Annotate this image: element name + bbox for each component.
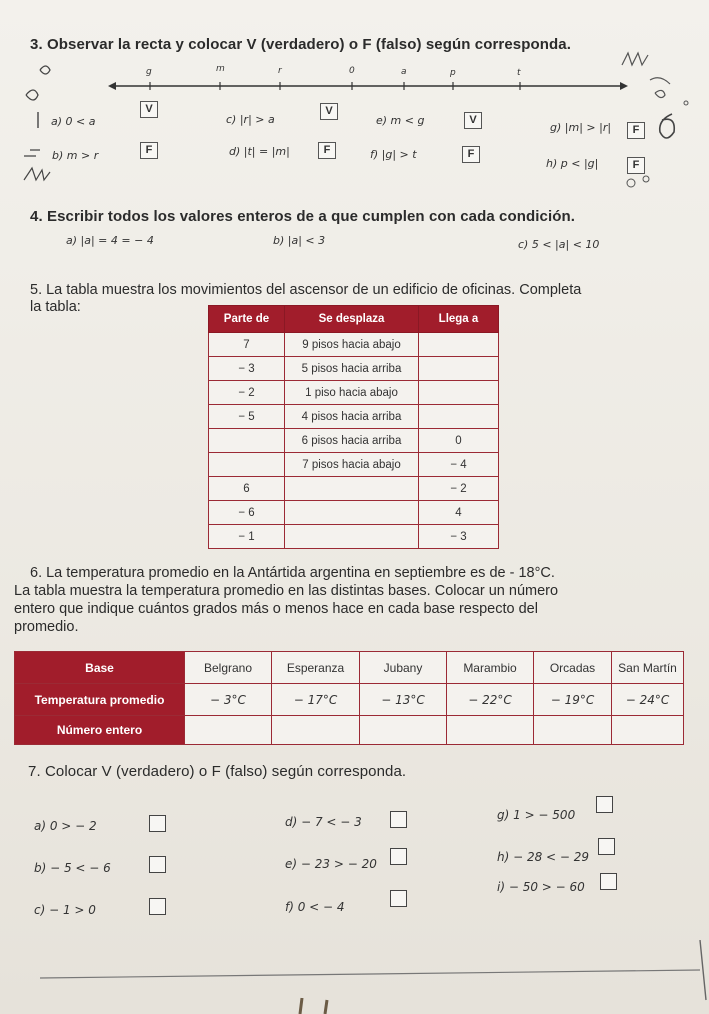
- exercise-4-title: 4. Escribir todos los valores enteros de a que cumplen con cada condición.: [30, 208, 576, 225]
- row-header-temperature: Temperatura promedio: [15, 684, 185, 716]
- cell-move: 6 pisos hacia arriba: [285, 429, 419, 453]
- ex3-item-d: d) |t| = |m|: [229, 145, 290, 158]
- base-name: Belgrano: [185, 652, 272, 684]
- table-row: [209, 333, 499, 357]
- ex3-item-b: b) m > r: [52, 149, 99, 162]
- cell-arrive[interactable]: [419, 381, 499, 405]
- ex3-box-f[interactable]: F: [462, 146, 480, 163]
- base-name: San Martín: [612, 652, 684, 684]
- cell-from: − 2: [209, 381, 285, 405]
- table-row: [209, 477, 499, 501]
- row-header-integer: Número entero: [15, 716, 185, 745]
- ex7-item-d: d) − 7 < − 3: [285, 815, 362, 829]
- cell-move: 4 pisos hacia arriba: [285, 405, 419, 429]
- header-llega-a: Llega a: [419, 306, 499, 333]
- ex7-item-i: i) − 50 > − 60: [497, 880, 585, 894]
- ex7-box-f[interactable]: [390, 890, 407, 907]
- table-row: [209, 429, 499, 453]
- ex7-box-d[interactable]: [390, 811, 407, 828]
- ex3-item-f: f) |g| > t: [370, 148, 417, 161]
- ex7-item-c: c) − 1 > 0: [34, 903, 96, 917]
- exercise-3-title: 3. Observar la recta y colocar V (verdadero) o F (falso) según corresponda.: [30, 36, 572, 53]
- ex3-box-h[interactable]: F: [627, 157, 645, 174]
- cell-arrive: 4: [419, 501, 499, 525]
- cell-move: 9 pisos hacia abajo: [285, 333, 419, 357]
- ex7-box-h[interactable]: [598, 838, 615, 855]
- header-se-desplaza: Se desplaza: [285, 306, 419, 333]
- exercise-6-line3: entero que indique cuántos grados más o menos hace en cada base respecto del: [14, 601, 538, 617]
- ex7-item-a: a) 0 > − 2: [34, 819, 97, 833]
- table-row: [209, 453, 499, 477]
- ex3-item-e: e) m < g: [376, 114, 425, 127]
- exercise-6-line4: promedio.: [14, 619, 79, 635]
- base-temperature: − 22°C: [447, 684, 534, 716]
- cell-from: − 6: [209, 501, 285, 525]
- antarctic-bases-table: [14, 651, 684, 745]
- cell-arrive[interactable]: [419, 357, 499, 381]
- ex3-box-c[interactable]: V: [320, 103, 338, 120]
- table-row: [209, 525, 499, 549]
- cell-move[interactable]: [285, 477, 419, 501]
- numberline-label-p: p: [450, 68, 456, 78]
- table-row: [209, 405, 499, 429]
- ex3-item-g: g) |m| > |r|: [550, 121, 612, 134]
- cell-arrive: − 4: [419, 453, 499, 477]
- number-line: [108, 64, 628, 94]
- cell-arrive: 0: [419, 429, 499, 453]
- cell-arrive: − 2: [419, 477, 499, 501]
- ex3-item-h: h) p < |g|: [546, 157, 599, 170]
- base-name: Esperanza: [272, 652, 360, 684]
- ex3-box-b[interactable]: F: [140, 142, 158, 159]
- base-temperature: − 3°C: [185, 684, 272, 716]
- bottom-scribble: [0, 940, 709, 1014]
- integer-answer-cell[interactable]: [612, 716, 684, 745]
- integer-answer-cell[interactable]: [447, 716, 534, 745]
- numberline-label-t: t: [517, 68, 521, 78]
- integer-answer-cell[interactable]: [272, 716, 360, 745]
- ex3-box-g[interactable]: F: [627, 122, 645, 139]
- doodles-top: [0, 0, 709, 200]
- base-temperature: − 17°C: [272, 684, 360, 716]
- base-temperature: − 19°C: [534, 684, 612, 716]
- cell-from: − 1: [209, 525, 285, 549]
- ex4-item-c: c) 5 < |a| < 10: [518, 238, 600, 251]
- ex7-box-i[interactable]: [600, 873, 617, 890]
- table-row: [209, 501, 499, 525]
- cell-move: 7 pisos hacia abajo: [285, 453, 419, 477]
- cell-from[interactable]: [209, 453, 285, 477]
- table-row: [209, 381, 499, 405]
- base-name: Marambio: [447, 652, 534, 684]
- cell-from: 7: [209, 333, 285, 357]
- ex7-box-b[interactable]: [149, 856, 166, 873]
- ex7-box-c[interactable]: [149, 898, 166, 915]
- integer-answer-cell[interactable]: [185, 716, 272, 745]
- ex3-box-e[interactable]: V: [464, 112, 482, 129]
- integer-answer-cell[interactable]: [534, 716, 612, 745]
- cell-arrive: − 3: [419, 525, 499, 549]
- cell-arrive[interactable]: [419, 405, 499, 429]
- cell-arrive[interactable]: [419, 333, 499, 357]
- numberline-label-r: r: [278, 66, 282, 76]
- numberline-label-0: 0: [349, 66, 355, 76]
- ex3-box-d[interactable]: F: [318, 142, 336, 159]
- numberline-label-g: g: [146, 67, 152, 77]
- exercise-5-title-line1: 5. La tabla muestra los movimientos del ascensor de un edificio de oficinas. Completa: [30, 282, 582, 298]
- base-temperature: − 13°C: [360, 684, 447, 716]
- ex7-box-g[interactable]: [596, 796, 613, 813]
- cell-move[interactable]: [285, 501, 419, 525]
- numberline-label-a: a: [401, 67, 407, 77]
- exercise-5-title-line2: la tabla:: [30, 299, 81, 315]
- ex4-item-b: b) |a| < 3: [273, 234, 326, 247]
- exercise-6-line1: 6. La temperatura promedio en la Antártida argentina en septiembre es de - 18°C.: [30, 565, 555, 581]
- ex7-box-a[interactable]: [149, 815, 166, 832]
- row-header-base: Base: [15, 652, 185, 684]
- ex7-item-f: f) 0 < − 4: [285, 900, 345, 914]
- cell-move[interactable]: [285, 525, 419, 549]
- cell-from: 6: [209, 477, 285, 501]
- ex7-item-b: b) − 5 < − 6: [34, 861, 111, 875]
- ex7-item-e: e) − 23 > − 20: [285, 857, 377, 871]
- ex4-item-a: a) |a| = 4 = − 4: [66, 234, 154, 247]
- cell-move: 5 pisos hacia arriba: [285, 357, 419, 381]
- ex7-item-g: g) 1 > − 500: [497, 808, 576, 822]
- integer-answer-cell[interactable]: [360, 716, 447, 745]
- numberline-label-m: m: [216, 64, 225, 74]
- ex7-item-h: h) − 28 < − 29: [497, 850, 590, 864]
- base-temperature: − 24°C: [612, 684, 684, 716]
- base-name: Orcadas: [534, 652, 612, 684]
- cell-from: − 5: [209, 405, 285, 429]
- table-row: [209, 357, 499, 381]
- cell-move: 1 piso hacia abajo: [285, 381, 419, 405]
- ex3-item-a: a) 0 < a: [51, 115, 96, 128]
- ex3-item-c: c) |r| > a: [226, 113, 275, 126]
- ex3-box-a[interactable]: V: [140, 101, 158, 118]
- header-parte-de: Parte de: [209, 306, 285, 333]
- exercise-6-line2: La tabla muestra la temperatura promedio en las distintas bases. Colocar un número: [14, 583, 559, 599]
- elevator-table: [208, 305, 499, 549]
- ex7-box-e[interactable]: [390, 848, 407, 865]
- exercise-7-title: 7. Colocar V (verdadero) o F (falso) según corresponda.: [28, 763, 407, 780]
- base-name: Jubany: [360, 652, 447, 684]
- cell-from: − 3: [209, 357, 285, 381]
- cell-from[interactable]: [209, 429, 285, 453]
